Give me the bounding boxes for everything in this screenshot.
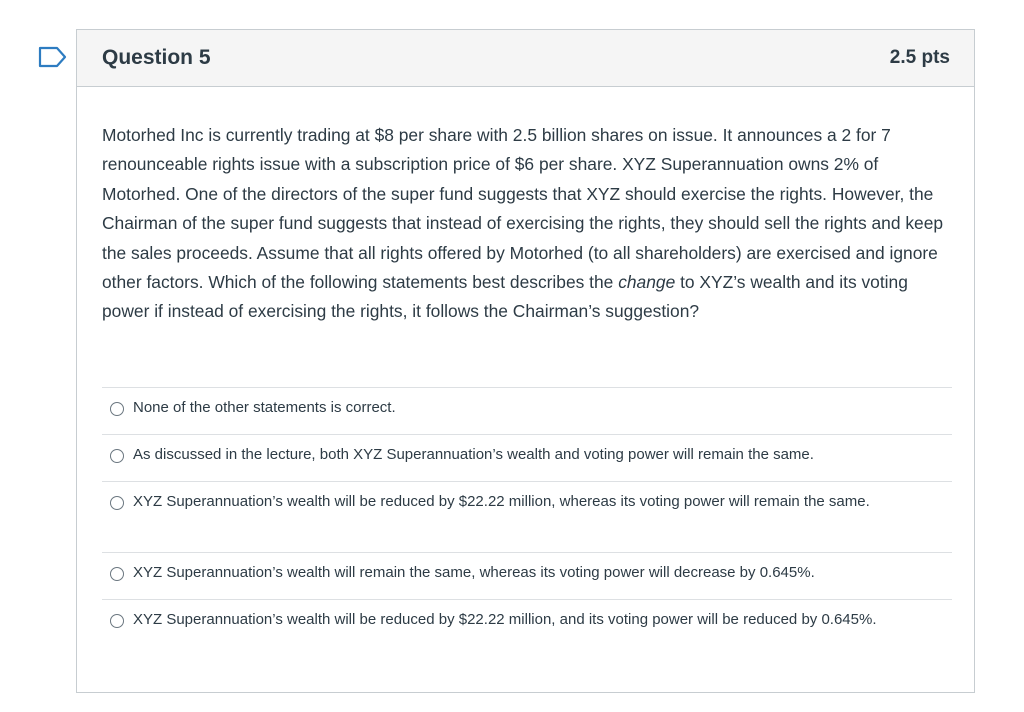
radio-unchecked-icon[interactable] bbox=[110, 402, 124, 416]
radio-unchecked-icon[interactable] bbox=[110, 449, 124, 463]
question-text-part-2: to XYZ’s wealth and its voting power if instead of exercising the rights, it follows the Chairman’s suggestion? bbox=[102, 272, 908, 322]
answer-label: XYZ Superannuation’s wealth will be reduced by $22.22 million, and its voting power will be reduced by 0.645%. bbox=[133, 611, 877, 628]
question-points: 2.5 pts bbox=[889, 47, 950, 68]
answer-label: None of the other statements is correct. bbox=[133, 399, 396, 416]
answer-option-2[interactable] bbox=[102, 435, 952, 482]
question-header bbox=[77, 30, 974, 87]
answer-label: As discussed in the lecture, both XYZ Superannuation’s wealth and voting power will remain the same. bbox=[133, 446, 814, 463]
radio-unchecked-icon[interactable] bbox=[110, 496, 124, 510]
question-text-part-1: Motorhed Inc is currently trading at $8 per share with 2.5 billion shares on issue. It announces a 2 for 7 renounceable rights issue with a subscription price of $6 per share. XYZ Superannuation owns 2% of Motorhed. One of the directors of the super fund suggests that XYZ should exercise the rights. However, the Chairman of the super fund suggests that instead of exercising the rights, they should sell the rights and keep the sales proceeds. Assume that all rights offered by Motorhed (to all shareholders) are exercised and ignore other factors. Which of the following statements best describes the bbox=[102, 125, 944, 293]
answer-label: XYZ Superannuation’s wealth will remain the same, whereas its voting power will decrease by 0.645%. bbox=[133, 564, 815, 581]
question-title: Question 5 bbox=[102, 46, 211, 69]
answer-label: XYZ Superannuation’s wealth will be reduced by $22.22 million, whereas its voting power will remain the same. bbox=[133, 493, 870, 510]
flag-question-icon[interactable] bbox=[38, 46, 68, 68]
question-card bbox=[76, 29, 975, 693]
answer-option-4[interactable] bbox=[102, 553, 952, 600]
radio-unchecked-icon[interactable] bbox=[110, 567, 124, 581]
answer-option-3[interactable] bbox=[102, 482, 952, 553]
answer-option-1[interactable] bbox=[102, 388, 952, 435]
answer-list bbox=[102, 387, 952, 671]
question-text-emphasis: change bbox=[618, 272, 676, 293]
answer-option-5[interactable] bbox=[102, 600, 952, 671]
question-text bbox=[102, 121, 950, 327]
radio-unchecked-icon[interactable] bbox=[110, 614, 124, 628]
